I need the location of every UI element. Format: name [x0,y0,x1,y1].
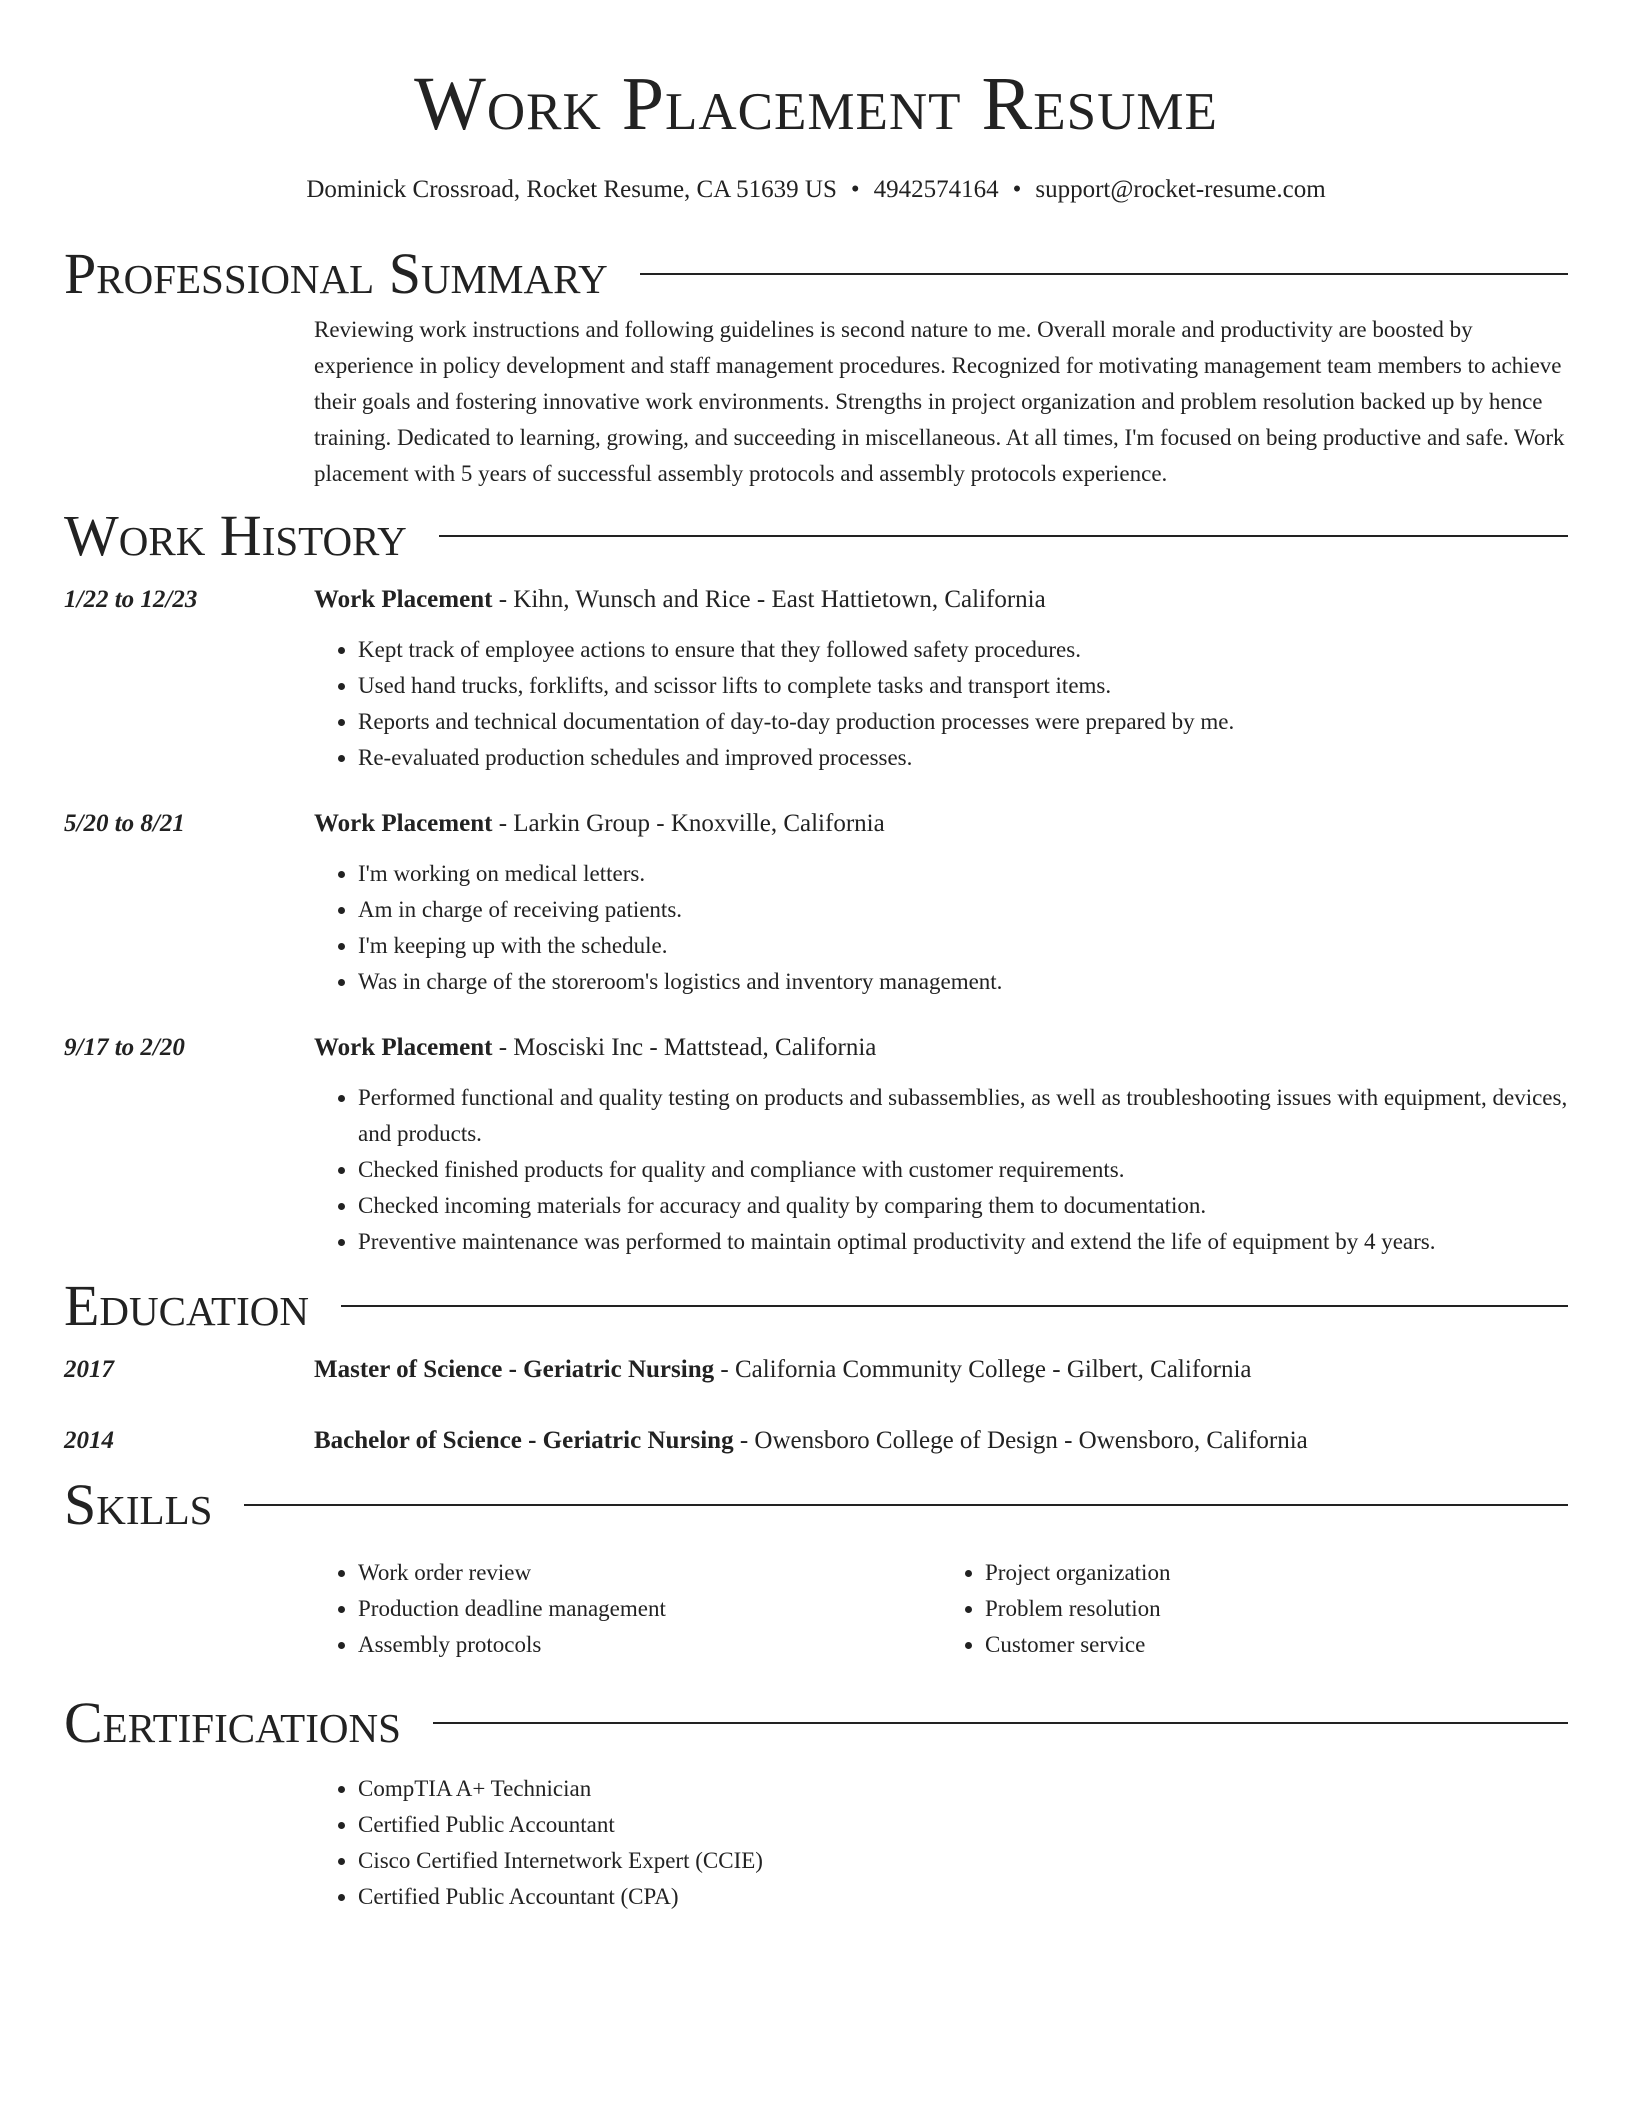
certifications-section [64,1683,1568,1915]
skills-section [64,1465,1568,1663]
skill-item: • Customer service [985,1627,1568,1663]
job-dates: 1/22 to 12/23 [64,586,198,613]
section-divider [244,1504,1568,1506]
job-duty: • Am in charge of receiving patients. [358,892,1568,928]
job-entry [64,1030,1568,1260]
job-employer: - Kihn, Wunsch and Rice - East Hattietown, California [492,586,1046,613]
job-entry [64,806,1568,1000]
skill-item: • Work order review [358,1555,941,1591]
certification-item: • CompTIA A+ Technician [358,1771,1568,1807]
summary-section [64,234,1568,492]
education-entry [64,1352,1568,1388]
job-duties-list [314,856,1568,1000]
work-history-section [64,496,1568,1260]
education-year: 2014 [64,1427,114,1454]
education-headline [314,1352,1568,1388]
education-headline [314,1423,1568,1459]
job-duty: • Re-evaluated production schedules and improved processes. [358,740,1568,776]
certification-item: • Certified Public Accountant [358,1807,1568,1843]
resume-title: Work Placement Resume [414,62,1218,146]
job-duty: • Checked incoming materials for accuracy and quality by comparing them to documentation. [358,1188,1568,1224]
job-title: Work Placement [314,1034,493,1061]
contact-email: support@rocket-resume.com [1035,176,1326,203]
work-history-heading: Work History [64,503,407,568]
job-duty: • Performed functional and quality testing on products and subassemblies, as well as troubleshooting issues with equipment, devices, and products. [358,1080,1568,1152]
job-duties-list [314,1080,1568,1260]
certifications-header [64,1683,1568,1763]
education-degree: Master of Science - Geriatric Nursing [314,1356,715,1383]
skill-item: • Production deadline management [358,1591,941,1627]
job-employer: - Mosciski Inc - Mattstead, California [492,1034,877,1061]
contact-line [64,174,1568,206]
summary-section-header [64,234,1568,314]
skill-item: • Problem resolution [985,1591,1568,1627]
contact-separator: • [850,176,860,203]
skill-item: • Assembly protocols [358,1627,941,1663]
education-header [64,1266,1568,1346]
job-duty: • Kept track of employee actions to ensure that they followed safety procedures. [358,632,1568,668]
job-dates: 9/17 to 2/20 [64,1034,185,1061]
job-duty: • Preventive maintenance was performed to maintain optimal productivity and extend the life of equipment by 4 years. [358,1224,1568,1260]
job-title: Work Placement [314,810,493,837]
job-duty: • Reports and technical documentation of day-to-day production processes were prepared by me. [358,704,1568,740]
job-entry [64,582,1568,776]
job-employer: - Larkin Group - Knoxville, California [492,810,885,837]
education-entry [64,1423,1568,1459]
skills-header [64,1465,1568,1545]
skills-list [314,1555,1568,1663]
contact-address: Dominick Crossroad, Rocket Resume, CA 51639 US [306,176,837,203]
certification-item: • Cisco Certified Internetwork Expert (CCIE) [358,1843,1568,1879]
skills-column-right [941,1555,1568,1663]
job-duty: • I'm working on medical letters. [358,856,1568,892]
certifications-heading: Certifications [64,1690,401,1755]
section-divider [341,1305,1568,1307]
summary-text: Reviewing work instructions and following guidelines is second nature to me. Overall morale and productivity are boosted by experience in policy development and staff management procedures. Recognized for motivating management team members to achieve their goals and fostering innovative work environments. Strengths in project organization and problem resolution backed up by hence training. Dedicated to learning, growing, and succeeding in miscellaneous. At all times, I'm focused on being productive and safe. Work placement with 5 years of successful assembly protocols and assembly protocols experience. [314,317,1565,486]
skills-heading: Skills [64,1472,213,1537]
summary-heading: Professional Summary [64,241,608,306]
skill-item: • Project organization [985,1555,1568,1591]
education-school: - Owensboro College of Design - Owensboro, California [733,1427,1308,1454]
education-heading: Education [64,1273,309,1338]
job-duty: • Used hand trucks, forklifts, and scissor lifts to complete tasks and transport items. [358,668,1568,704]
skills-column-left [314,1555,941,1663]
contact-phone: 4942574164 [873,176,999,203]
job-duty: • Was in charge of the storeroom's logistics and inventory management. [358,964,1568,1000]
job-duty: • Checked finished products for quality and compliance with customer requirements. [358,1152,1568,1188]
education-school: - California Community College - Gilbert, California [714,1356,1252,1383]
contact-separator: • [1012,176,1022,203]
section-divider [640,273,1568,275]
work-history-header [64,496,1568,576]
section-divider [433,1722,1568,1724]
certification-item: • Certified Public Accountant (CPA) [358,1879,1568,1915]
job-title: Work Placement [314,586,493,613]
job-dates: 5/20 to 8/21 [64,810,185,837]
education-section [64,1266,1568,1459]
education-year: 2017 [64,1356,114,1383]
job-duties-list [314,632,1568,776]
section-divider [439,535,1568,537]
job-headline [314,806,1568,842]
job-headline [314,582,1568,618]
job-duty: • I'm keeping up with the schedule. [358,928,1568,964]
job-headline [314,1030,1568,1066]
certifications-list [314,1771,1568,1915]
education-degree: Bachelor of Science - Geriatric Nursing [314,1427,734,1454]
